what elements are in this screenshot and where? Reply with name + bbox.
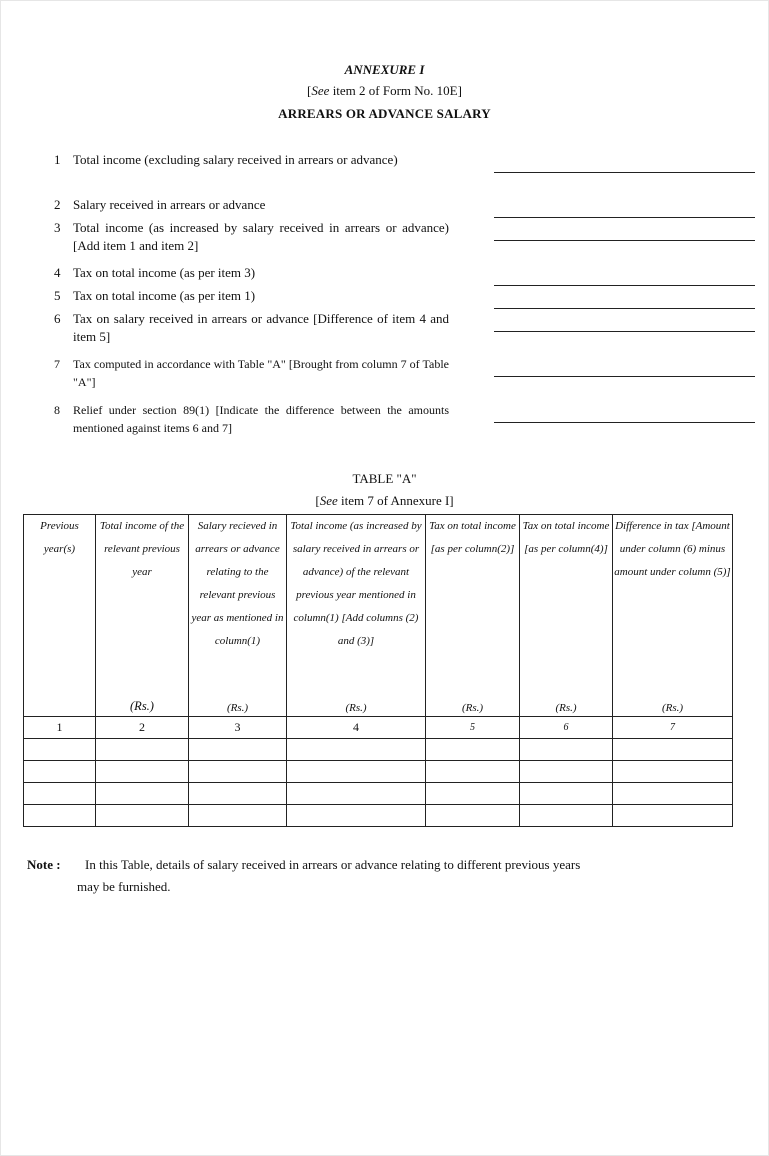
column-unit: (Rs.)	[461, 702, 484, 714]
item-number: 1	[54, 152, 61, 167]
item-6	[54, 310, 449, 346]
table-cell[interactable]	[189, 783, 287, 805]
column-header-1	[24, 515, 96, 717]
table-cell[interactable]	[287, 739, 426, 761]
column-header-text: Tax on total income [as per column(4)]	[522, 520, 610, 555]
column-number: 7	[613, 717, 733, 739]
column-number: 2	[96, 717, 189, 739]
table-cell[interactable]	[520, 761, 613, 783]
table-cell[interactable]	[426, 739, 520, 761]
table-row	[24, 805, 733, 827]
item-number: 4	[54, 265, 61, 280]
column-number: 1	[24, 717, 96, 739]
item-number: 8	[54, 403, 60, 417]
item-text: Tax on total income (as per item 1)	[73, 288, 256, 303]
item-number: 3	[54, 220, 61, 235]
annexure-title: ANNEXURE I	[344, 62, 425, 77]
table-title: TABLE "A"	[352, 471, 417, 486]
table-cell[interactable]	[189, 761, 287, 783]
item-3	[54, 219, 449, 255]
column-header-text: Tax on total income [as per column(2)]	[429, 520, 516, 555]
item-3-fill-line[interactable]	[494, 240, 755, 241]
column-header-4	[287, 515, 426, 717]
column-header-text: Salary recieved in arrears or advance relating to the relevant previous year as mentioned in column(1)	[191, 520, 284, 647]
column-header-text: Difference in tax [Amount under column (6) minus amount under column (5)]	[614, 520, 731, 578]
column-unit: (Rs.)	[345, 702, 367, 714]
table-reference-text: item 7 of Annexure I]	[337, 493, 454, 508]
column-number: 3	[189, 717, 287, 739]
table-cell[interactable]	[520, 805, 613, 827]
item-number: 6	[54, 311, 61, 326]
item-text: Relief under section 89(1) [Indicate the difference between the amounts mentioned against items 6 and 7]	[73, 403, 449, 435]
table-cell[interactable]	[613, 805, 733, 827]
table-a	[23, 514, 733, 827]
item-text: Total income (excluding salary received in arrears or advance)	[73, 152, 398, 167]
bracket-open: [	[307, 83, 312, 98]
item-text: Tax on salary received in arrears or advance [Difference of item 4 and item 5]	[73, 311, 449, 344]
column-unit: (Rs.)	[226, 702, 249, 714]
table-cell[interactable]	[426, 805, 520, 827]
table-cell[interactable]	[613, 739, 733, 761]
column-header-text: Total income of the relevant previous year	[99, 520, 185, 578]
item-text: Salary received in arrears or advance	[73, 197, 266, 212]
item-4	[54, 264, 449, 282]
item-5	[54, 287, 449, 305]
column-header-7	[613, 515, 733, 717]
column-unit: (Rs.)	[130, 699, 154, 713]
see-word: See	[319, 493, 338, 508]
table-row	[24, 739, 733, 761]
item-text: Total income (as increased by salary received in arrears or advance) [Add item 1 and item 2]	[73, 220, 449, 253]
item-text: Tax on total income (as per item 3)	[73, 265, 256, 280]
table-cell[interactable]	[189, 739, 287, 761]
item-number: 7	[54, 357, 60, 371]
column-header-2	[96, 515, 189, 717]
column-number: 6	[520, 717, 613, 739]
column-header-text: Previous year(s)	[40, 520, 79, 555]
table-cell[interactable]	[287, 783, 426, 805]
note-text-line-2: may be furnished.	[77, 879, 171, 894]
table-header-row	[24, 515, 733, 717]
item-7	[54, 355, 449, 391]
column-number: 5	[426, 717, 520, 739]
note-label: Note :	[27, 857, 61, 872]
table-cell[interactable]	[426, 783, 520, 805]
item-number: 2	[54, 197, 61, 212]
see-word: See	[311, 83, 330, 98]
form-reference	[0, 83, 769, 99]
column-header-6	[520, 515, 613, 717]
column-unit: (Rs.)	[661, 702, 684, 714]
column-number-row	[24, 717, 733, 739]
column-unit: (Rs.)	[555, 702, 577, 714]
item-5-fill-line[interactable]	[494, 308, 755, 309]
bracket-open: [	[315, 493, 320, 508]
column-header-text: Total income (as increased by salary received in arrears or advance) of the relevant previous year mentioned in column(1) [Add columns (2) and (3)]	[290, 520, 422, 647]
item-text: Tax computed in accordance with Table "A" [Brought from column 7 of Table "A"]	[73, 357, 449, 389]
table-cell[interactable]	[287, 761, 426, 783]
table-row	[24, 783, 733, 805]
table-cell[interactable]	[520, 783, 613, 805]
item-8	[54, 401, 449, 437]
item-4-fill-line[interactable]	[494, 285, 755, 286]
table-reference	[0, 493, 769, 509]
column-number: 4	[287, 717, 426, 739]
item-8-fill-line[interactable]	[494, 422, 755, 423]
table-cell[interactable]	[96, 739, 189, 761]
item-7-fill-line[interactable]	[494, 376, 755, 377]
table-cell[interactable]	[24, 805, 96, 827]
table-row	[24, 761, 733, 783]
table-cell[interactable]	[24, 739, 96, 761]
table-cell[interactable]	[96, 783, 189, 805]
item-1	[54, 151, 449, 169]
item-6-fill-line[interactable]	[494, 331, 755, 332]
page-heading: ARREARS OR ADVANCE SALARY	[278, 106, 491, 121]
table-cell[interactable]	[24, 783, 96, 805]
column-header-3	[189, 515, 287, 717]
table-cell[interactable]	[96, 761, 189, 783]
table-cell[interactable]	[96, 805, 189, 827]
table-cell[interactable]	[189, 805, 287, 827]
item-2-fill-line[interactable]	[494, 217, 755, 218]
table-cell[interactable]	[520, 739, 613, 761]
table-cell[interactable]	[613, 783, 733, 805]
table-cell[interactable]	[24, 761, 96, 783]
note-text-line-1: In this Table, details of salary received in arrears or advance relating to different previous years	[85, 857, 581, 872]
item-1-fill-line[interactable]	[494, 172, 755, 173]
table-cell[interactable]	[287, 805, 426, 827]
item-number: 5	[54, 288, 61, 303]
item-2	[54, 196, 449, 214]
table-cell[interactable]	[613, 761, 733, 783]
form-reference-text: item 2 of Form No. 10E]	[329, 83, 462, 98]
table-cell[interactable]	[426, 761, 520, 783]
column-header-5	[426, 515, 520, 717]
